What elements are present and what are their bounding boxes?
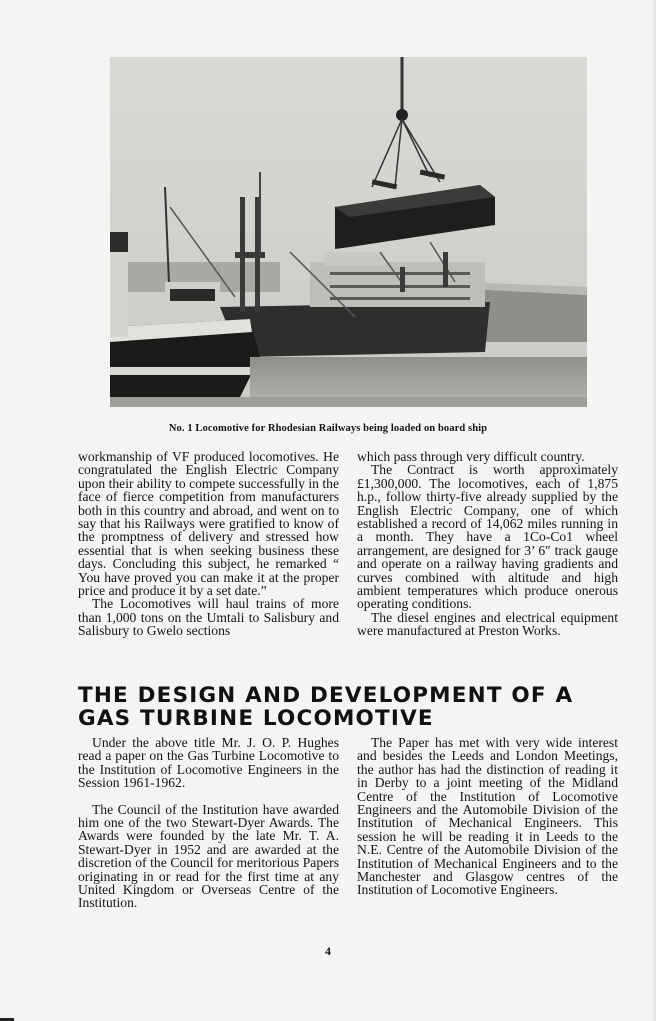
paragraph: The Locomotives will haul trains of more than 1,000 tons on the Umtali to Salisbury and Salisbury to Gwelo sections [78, 596, 339, 639]
paragraph: The Council of the Institution have awarded him one of the two Stewart-Dyer Awards. The Awards were founded by the late Mr. T. A. Stewart-Dyer in 1952 and are awarded at the discretion of the Council for meritorious Papers originating in or read for the first time at any United Kingdom or Overseas Centre of the Institution. [78, 801, 339, 911]
paragraph: which pass through very difficult country. [357, 449, 585, 464]
paragraph: workmanship of VF produced locomotives. He congratulated the English Electric Company upon their ability to compete successfully in the face of fierce competition from manufacturers both in this country and abroad, and went on to say that his Railways were gratified to know of the promptness of delivery and stressed how essential that is when seeking business these days. Concluding this subject, he remarked “ You have proved you can make it at the proper price and produce it by a set date.” [78, 449, 339, 599]
paragraph: Under the above title Mr. J. O. P. Hughes read a paper on the Gas Turbine Locomotive to the Institution of Locomotive Engineers in the Session 1961-1962. [78, 735, 339, 791]
heading-line-2: GAS TURBINE LOCOMOTIVE [78, 706, 434, 731]
article1-right-column [357, 450, 618, 638]
page-edge [652, 0, 656, 1021]
page-number: 4 [325, 944, 331, 958]
locomotive-loading-photo [110, 57, 587, 407]
paragraph: The Contract is worth approximately £1,300,000. The locomotives, each of 1,875 h.p., follow thirty-five already supplied by the English Electric Company, one of which established a record of 14,062 miles running in a month. They have a 1Co-Co1 wheel arrangement, are designed for 3’ 6″ track gauge and operate on a railway having gradients and curves combined with altitude and high ambient temperatures which produce onerous operating conditions. [357, 462, 618, 612]
photo-caption: No. 1 Locomotive for Rhodesian Railways being loaded on board ship [168, 423, 488, 434]
paragraph: The Paper has met with very wide interest and besides the Leeds and London Meetings, the author has had the distinction of reading it in Derby to a joint meeting of the Midland Centre of the Institution of Locomotive Engineers and the Automobile Division of the Institution of Mechanical Engineers. This session he will be reading it in Leeds to the N.E. Centre of the Automobile Division of the Institution of Mechanical Engineers and to the Manchester and Glasgow centres of the Institution of Locomotive Engineers. [357, 735, 618, 898]
article1-left-column [78, 450, 339, 638]
cargo-ship-hull [220, 302, 490, 357]
article-heading [78, 684, 598, 730]
article2-right-column [357, 736, 618, 897]
paragraph: The diesel engines and electrical equipment were manufactured at Preston Works. [357, 609, 618, 639]
article2-left-column [78, 736, 339, 910]
ship-superstructure [310, 262, 485, 307]
heading-line-1: THE DESIGN AND DEVELOPMENT OF A [78, 683, 574, 708]
